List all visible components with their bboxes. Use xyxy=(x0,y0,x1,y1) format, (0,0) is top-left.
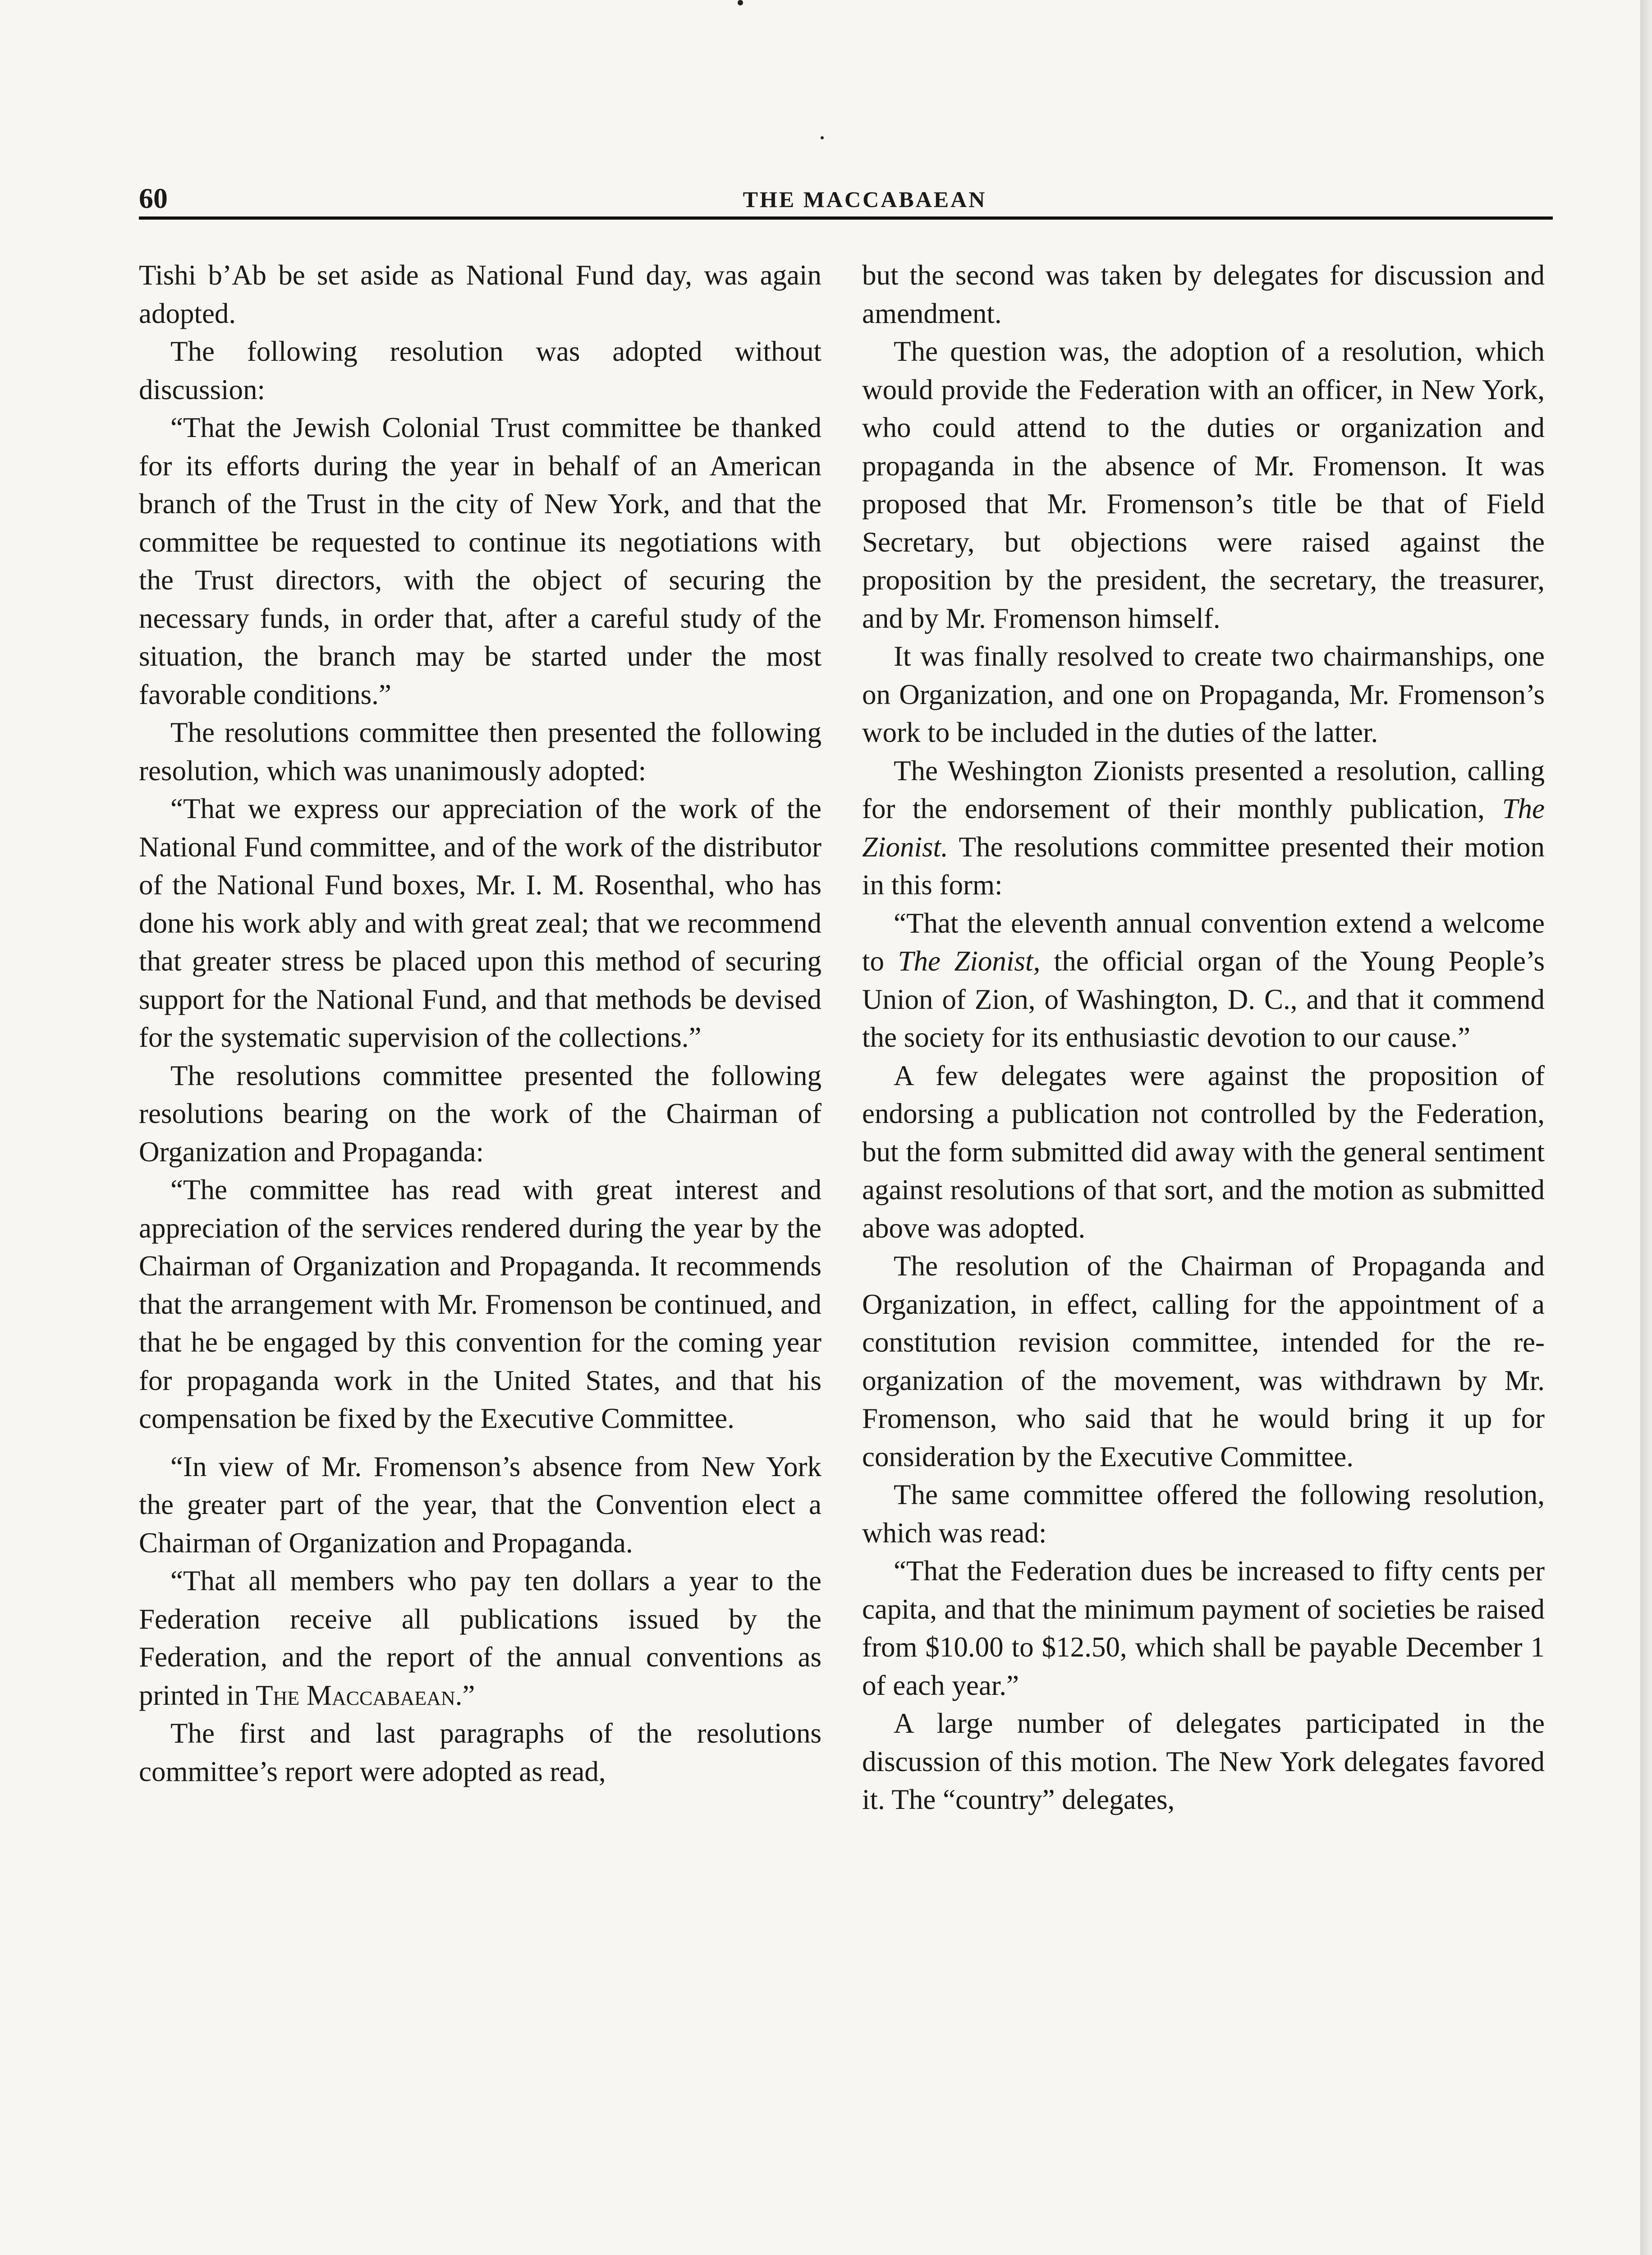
paragraph: A large number of delegates participated in the discussion of this motion. The New York delegates favored it. The “country” delegates, xyxy=(862,1707,1545,1815)
paragraph: The resolution of the Chairman of Propaganda and Organization, in effect, calling for the appointment of a constitution revision committee, intended for the re-organization of the movement, was withdrawn by Mr. Fromenson, who said that he would bring it up for consideration by the Executive Committee. xyxy=(862,1250,1545,1473)
paragraph xyxy=(862,904,1545,1057)
paragraph: The same committee offered the following resolution, which was read: xyxy=(862,1479,1545,1549)
paragraph: “The committee has read with great interest and appreciation of the services rendered during the year by the Chairman of Organization and Propaganda. It recommends that the arrangement with Mr. Fromenson be continued, and that he be engaged by this convention for the coming year for propaganda work in the United States, and that his compensation be fixed by the Executive Committee. xyxy=(139,1174,821,1434)
paragraph: The following resolution was adopted without discussion: xyxy=(139,336,821,405)
ink-speck xyxy=(821,136,824,139)
running-head: THE MACCABAEAN xyxy=(743,187,987,212)
publication-title: The Zionist, xyxy=(898,945,1041,977)
page-header xyxy=(139,180,1553,220)
paragraph: The resolutions committee then presented the following resolution, which was unanimously adopted: xyxy=(139,717,821,787)
paragraph-text: the official organ of the Young People’s Union of Zion, of Washington, D. C., and that it commend the society for its enthusiastic devotion to our cause.” xyxy=(862,945,1545,1053)
paragraph-text: “That all members who pay ten dollars a year to the Federation receive all publications issued by the Federation, and the report of the annual conventions as printed in xyxy=(139,1565,821,1711)
paragraph xyxy=(139,1562,821,1714)
paragraph-text: The Weshington Zionists presented a resolution, calling for the endorsement of their monthly publication, xyxy=(862,755,1545,824)
paragraph: The first and last paragraphs of the resolutions committee’s report were adopted as read, xyxy=(139,1717,821,1787)
paragraph: Tishi b’Ab be set aside as National Fund day, was again adopted. xyxy=(139,259,821,329)
paragraph: A few delegates were against the proposition of endorsing a publication not controlled by the Federation, but the form submitted did away with the general sentiment against resolutions of that sort, and the motion as submitted above was adopted. xyxy=(862,1059,1545,1244)
publication-title: The Zionist. xyxy=(862,793,1545,863)
right-column xyxy=(862,256,1545,1819)
paragraph: “In view of Mr. Fromenson’s absence from New York the greater part of the year, that the Convention elect a Chairman of Organization and Propaganda. xyxy=(139,1450,821,1559)
paragraph-text: The resolutions committee presented their motion in this form: xyxy=(862,831,1545,901)
left-column xyxy=(139,256,821,1790)
paragraph: “That we express our appreciation of the work of the National Fund committee, and of the work of the distributor of the National Fund boxes, Mr. I. M. Rosenthal, who has done his work ably and with great zeal; that we recommend that greater stress be placed upon this method of securing support for the National Fund, and that methods be devised for the systematic supervision of the collections.” xyxy=(139,793,821,1053)
paragraph: It was finally resolved to create two chairmanships, one on Organization, and one on Propaganda, Mr. Fromenson’s work to be included in the duties of the latter. xyxy=(862,640,1545,748)
paragraph: The resolutions committee presented the following resolutions bearing on the work of the Chairman of Organization and Propaganda: xyxy=(139,1059,821,1168)
paragraph-text: “That the eleventh annual convention extend a welcome to xyxy=(862,907,1545,977)
paragraph xyxy=(862,752,1545,904)
page-number: 60 xyxy=(139,182,168,214)
paragraph: The question was, the adoption of a resolution, which would provide the Federation with an officer, in New York, who could attend to the duties or organization and propaganda in the absence of Mr. Fromenson. It was proposed that Mr. Fromenson’s title be that of Field Secretary, but objections were raised against the proposition by the president, the secretary, the treasurer, and by Mr. Fromenson himself. xyxy=(862,336,1545,634)
page-edge-shadow xyxy=(1640,0,1652,2255)
paragraph: “That the Jewish Colonial Trust committee be thanked for its efforts during the year in behalf of an American branch of the Trust in the city of New York, and that the committee be requested to continue its negotiations with the Trust directors, with the object of securing the necessary funds, in order that, after a careful study of the situation, the branch may be started under the most favorable conditions.” xyxy=(139,412,821,710)
paragraph: “That the Federation dues be increased to fifty cents per capita, and that the minimum payment of societies be raised from $10.00 to $12.50, which shall be payable December 1 of each year.” xyxy=(862,1555,1545,1701)
ink-speck xyxy=(738,0,743,5)
paragraph: but the second was taken by delegates for discussion and amendment. xyxy=(862,259,1545,329)
magazine-title: The Maccabaean.” xyxy=(255,1679,475,1711)
